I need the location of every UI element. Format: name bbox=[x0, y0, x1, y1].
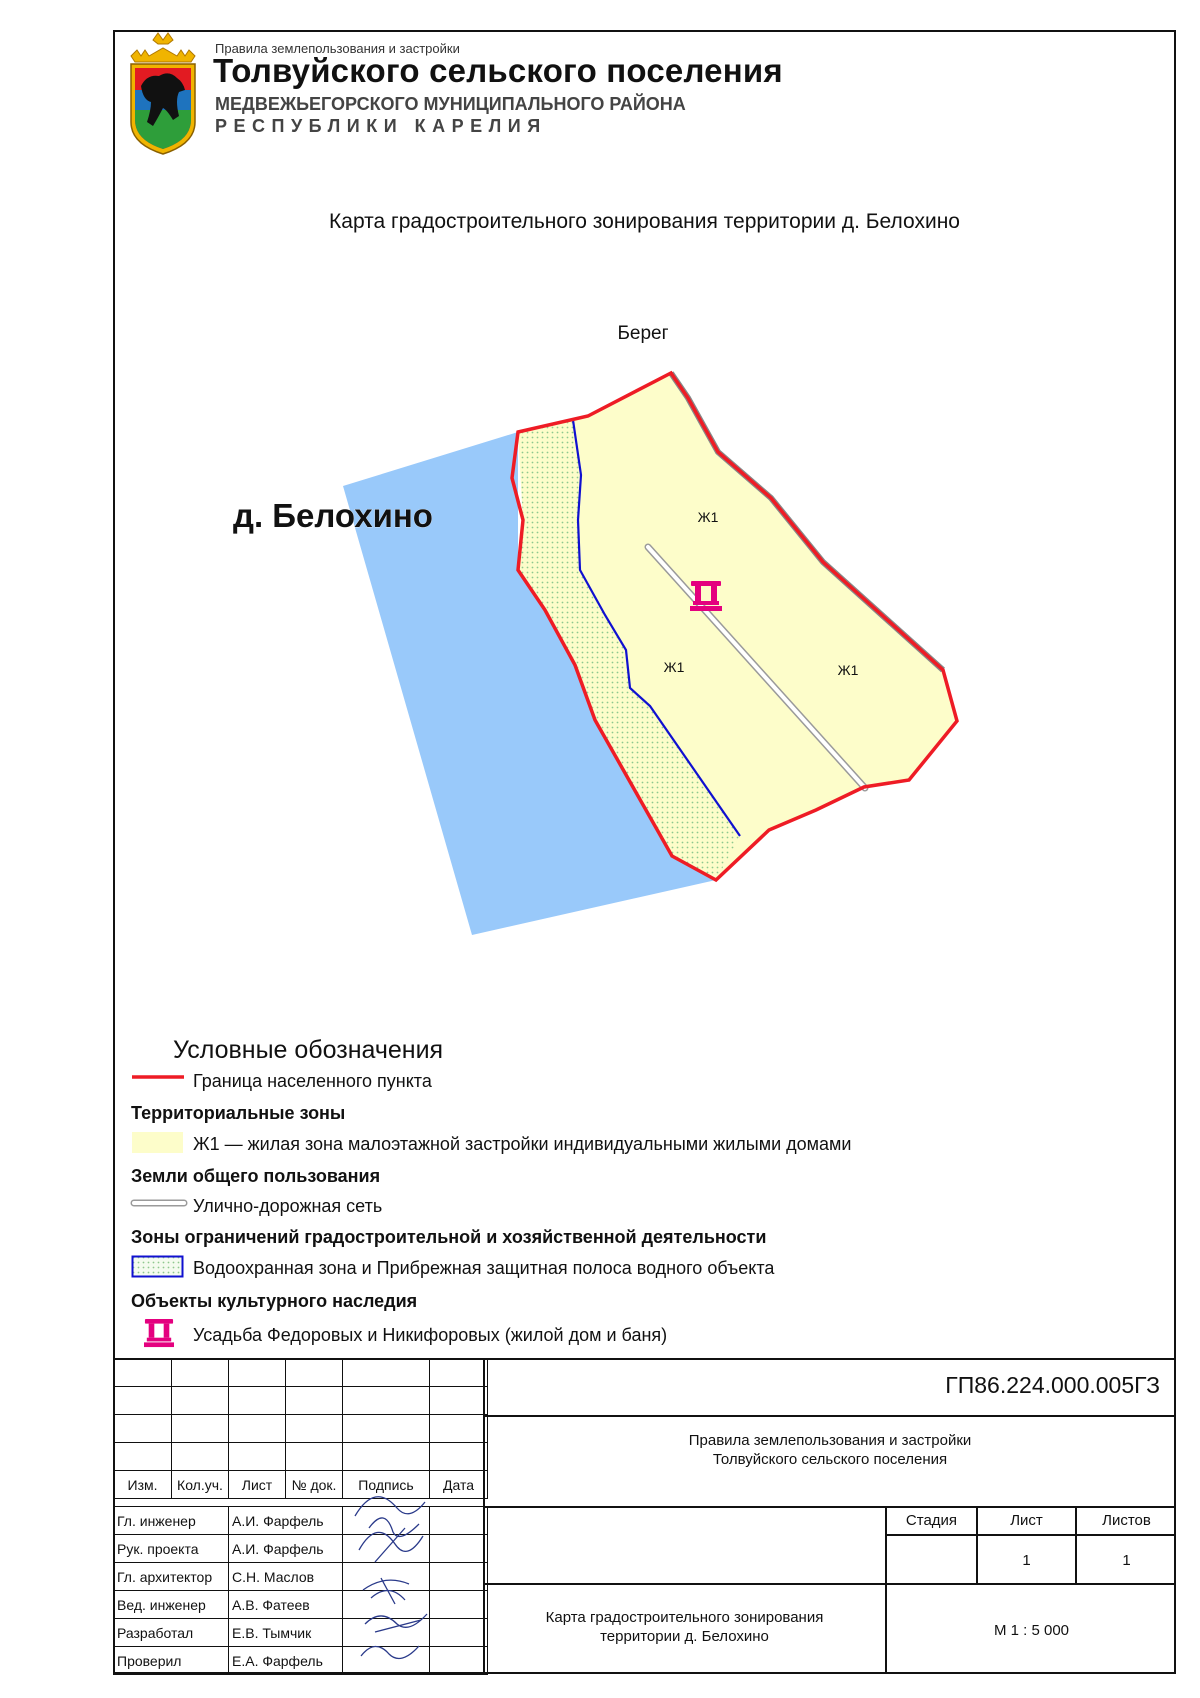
sheet-label: Лист bbox=[1010, 1512, 1043, 1529]
legend-heritage-label: Усадьба Федоровых и Никифоровых (жилой дом и баня) bbox=[193, 1325, 668, 1345]
signature-scribbles bbox=[335, 1488, 445, 1674]
label-village: д. Белохино bbox=[233, 497, 433, 534]
person-role: Гл. инженер bbox=[114, 1507, 229, 1535]
sheet-title bbox=[484, 1608, 885, 1646]
legend-section-heritage: Объекты культурного наследия bbox=[131, 1291, 418, 1311]
header-small-line: Правила землепользования и застройки bbox=[215, 41, 460, 56]
person-role: Разработал bbox=[114, 1619, 229, 1647]
person-name: А.И. Фарфель bbox=[229, 1535, 343, 1563]
person-name: С.Н. Маслов bbox=[229, 1563, 343, 1591]
person-name: Е.В. Тымчик bbox=[229, 1619, 343, 1647]
legend-section-public: Земли общего пользования bbox=[131, 1166, 381, 1186]
map-title: Карта градостроительного зонирования территории д. Белохино bbox=[329, 210, 960, 233]
legend-zh1-swatch bbox=[132, 1132, 183, 1153]
legend-title: Условные обозначения bbox=[173, 1036, 444, 1064]
stage-label: Стадия bbox=[905, 1512, 958, 1529]
legend-heritage-icon bbox=[144, 1318, 174, 1348]
stamp-line-project bbox=[484, 1506, 1176, 1508]
person-name: Е.А. Фарфель bbox=[229, 1647, 343, 1675]
legend-zh1-label: Ж1 — жилая зона малоэтажной застройки индивидуальными жилыми домами bbox=[193, 1134, 852, 1154]
legend-road-swatch bbox=[130, 1198, 188, 1208]
map-scale: М 1 : 5 000 bbox=[993, 1622, 1070, 1639]
legend-section-zones: Территориальные зоны bbox=[131, 1103, 346, 1123]
person-name: А.И. Фарфель bbox=[229, 1507, 343, 1535]
person-role: Гл. архитектор bbox=[114, 1563, 229, 1591]
stamp-line-code bbox=[484, 1415, 1176, 1417]
legend-section-limits: Зоны ограничений градостроительной и хозяйственной деятельности bbox=[131, 1227, 767, 1247]
sheet-title-line2: территории д. Белохино bbox=[600, 1628, 769, 1645]
col-header-signature: Подпись bbox=[343, 1471, 430, 1499]
person-name: А.В. Фатеев bbox=[229, 1591, 343, 1619]
col-header-doc: № док. bbox=[286, 1471, 343, 1499]
header-subtitle-district: МЕДВЕЖЬЕГОРСКОГО МУНИЦИПАЛЬНОГО РАЙОНА bbox=[215, 94, 686, 114]
zone-label-zh1-right: Ж1 bbox=[837, 662, 859, 678]
person-role: Рук. проекта bbox=[114, 1535, 229, 1563]
stamp-line-stage-header bbox=[886, 1534, 1176, 1536]
legend-boundary-swatch bbox=[130, 1072, 186, 1082]
zone-label-zh1-left: Ж1 bbox=[663, 659, 685, 675]
person-role: Проверил bbox=[114, 1647, 229, 1675]
legend-water-zone-label: Водоохранная зона и Прибрежная защитная полоса водного объекта bbox=[193, 1258, 775, 1278]
col-header-date: Дата bbox=[430, 1471, 488, 1499]
header-title: Толвуйского сельского поселения bbox=[213, 52, 783, 89]
project-name bbox=[484, 1431, 1176, 1469]
col-header-count: Кол.уч. bbox=[172, 1471, 229, 1499]
stamp-divider-stage bbox=[885, 1507, 887, 1674]
legend-boundary-label: Граница населенного пункта bbox=[193, 1071, 432, 1091]
label-bereg: Берег bbox=[617, 323, 669, 344]
project-name-line2: Толвуйского сельского поселения bbox=[712, 1451, 948, 1468]
sheets-label: Листов bbox=[1102, 1512, 1151, 1529]
col-header-sheet: Лист bbox=[229, 1471, 286, 1499]
person-role: Вед. инженер bbox=[114, 1591, 229, 1619]
header-subtitle-republic: РЕСПУБЛИКИ КАРЕЛИЯ bbox=[215, 116, 547, 136]
zone-label-zh1-top: Ж1 bbox=[697, 509, 719, 525]
col-header-change: Изм. bbox=[114, 1471, 172, 1499]
stamp-line-stage bbox=[484, 1583, 1176, 1585]
project-name-line1: Правила землепользования и застройки bbox=[688, 1432, 972, 1449]
legend-road-label: Улично-дорожная сеть bbox=[193, 1196, 383, 1216]
sheet-title-line1: Карта градостроительного зонирования bbox=[545, 1609, 824, 1626]
legend-water-zone-swatch bbox=[131, 1255, 185, 1279]
sheet-value: 1 bbox=[1022, 1552, 1031, 1569]
sheets-value: 1 bbox=[1122, 1552, 1131, 1569]
document-code: ГП86.224.000.005ГЗ bbox=[945, 1372, 1160, 1398]
revisions-table bbox=[113, 1358, 488, 1499]
